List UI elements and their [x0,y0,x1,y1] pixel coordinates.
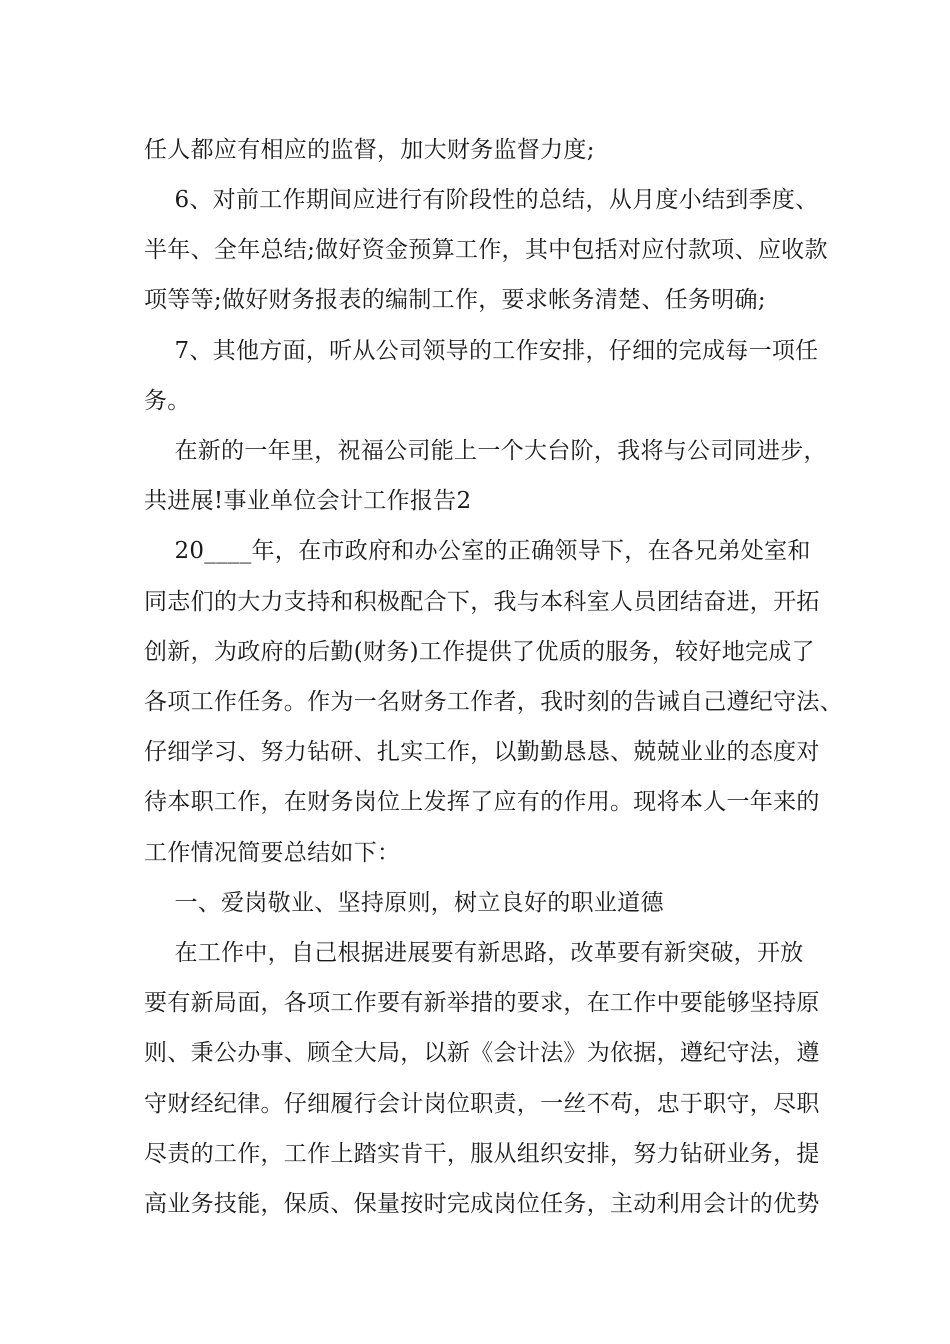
text-line: 守财经纪律。仔细履行会计岗位职责，一丝不苟，忠于职守，尽职 [144,1091,820,1117]
text-line: 在工作中，自己根据进展要有新思路，改革要有新突破，开放 [144,940,804,966]
text-line: 仔细学习、努力钻研、扎实工作，以勤勤恳恳、兢兢业业的态度对 [144,739,820,765]
text-line: 半年、全年总结;做好资金预算工作，其中包括对应付款项、应收款 [144,237,828,263]
text-line: 6、对前工作期间应进行有阶段性的总结，从月度小结到季度、 [144,187,819,213]
text-line: 7、其他方面，听从公司领导的工作安排，仔细的完成每一项任 [144,338,819,364]
text-line: 同志们的大力支持和积极配合下，我与本科室人员团结奋进，开拓 [144,589,820,615]
text-line: 各项工作任务。作为一名财务工作者，我时刻的告诫自己遵纪守法、 [144,689,843,715]
text-line: 则、秉公办事、顾全大局，以新《会计法》为依据，遵纪守法，遵 [144,1040,820,1066]
text-line: 要有新局面，各项工作要有新举措的要求，在工作中要能够坚持原 [144,990,820,1016]
text-line: 20____年，在市政府和办公室的正确领导下，在各兄弟处室和 [144,538,811,564]
text-line: 尽责的工作，工作上踏实肯干，服从组织安排，努力钻研业务，提 [144,1141,820,1167]
text-line: 高业务技能，保质、保量按时完成岗位任务，主动利用会计的优势 [144,1191,820,1217]
text-line: 务。 [144,388,191,414]
text-line: 工作情况简要总结如下： [144,840,401,866]
section-heading: 一、爱岗敬业、坚持原则，树立良好的职业道德 [144,890,664,916]
text-line: 共进展!事业单位会计工作报告2 [144,488,472,514]
text-line: 待本职工作，在财务岗位上发挥了应有的作用。现将本人一年来的 [144,789,820,815]
text-line: 创新，为政府的后勤(财务)工作提供了优质的服务，较好地完成了 [144,639,815,665]
text-line: 在新的一年里，祝福公司能上一个大台阶，我将与公司同进步， [144,438,827,464]
text-line: 项等等;做好财务报表的编制工作，要求帐务清楚、任务明确; [144,287,766,313]
text-line: 任人都应有相应的监督，加大财务监督力度; [144,137,595,163]
